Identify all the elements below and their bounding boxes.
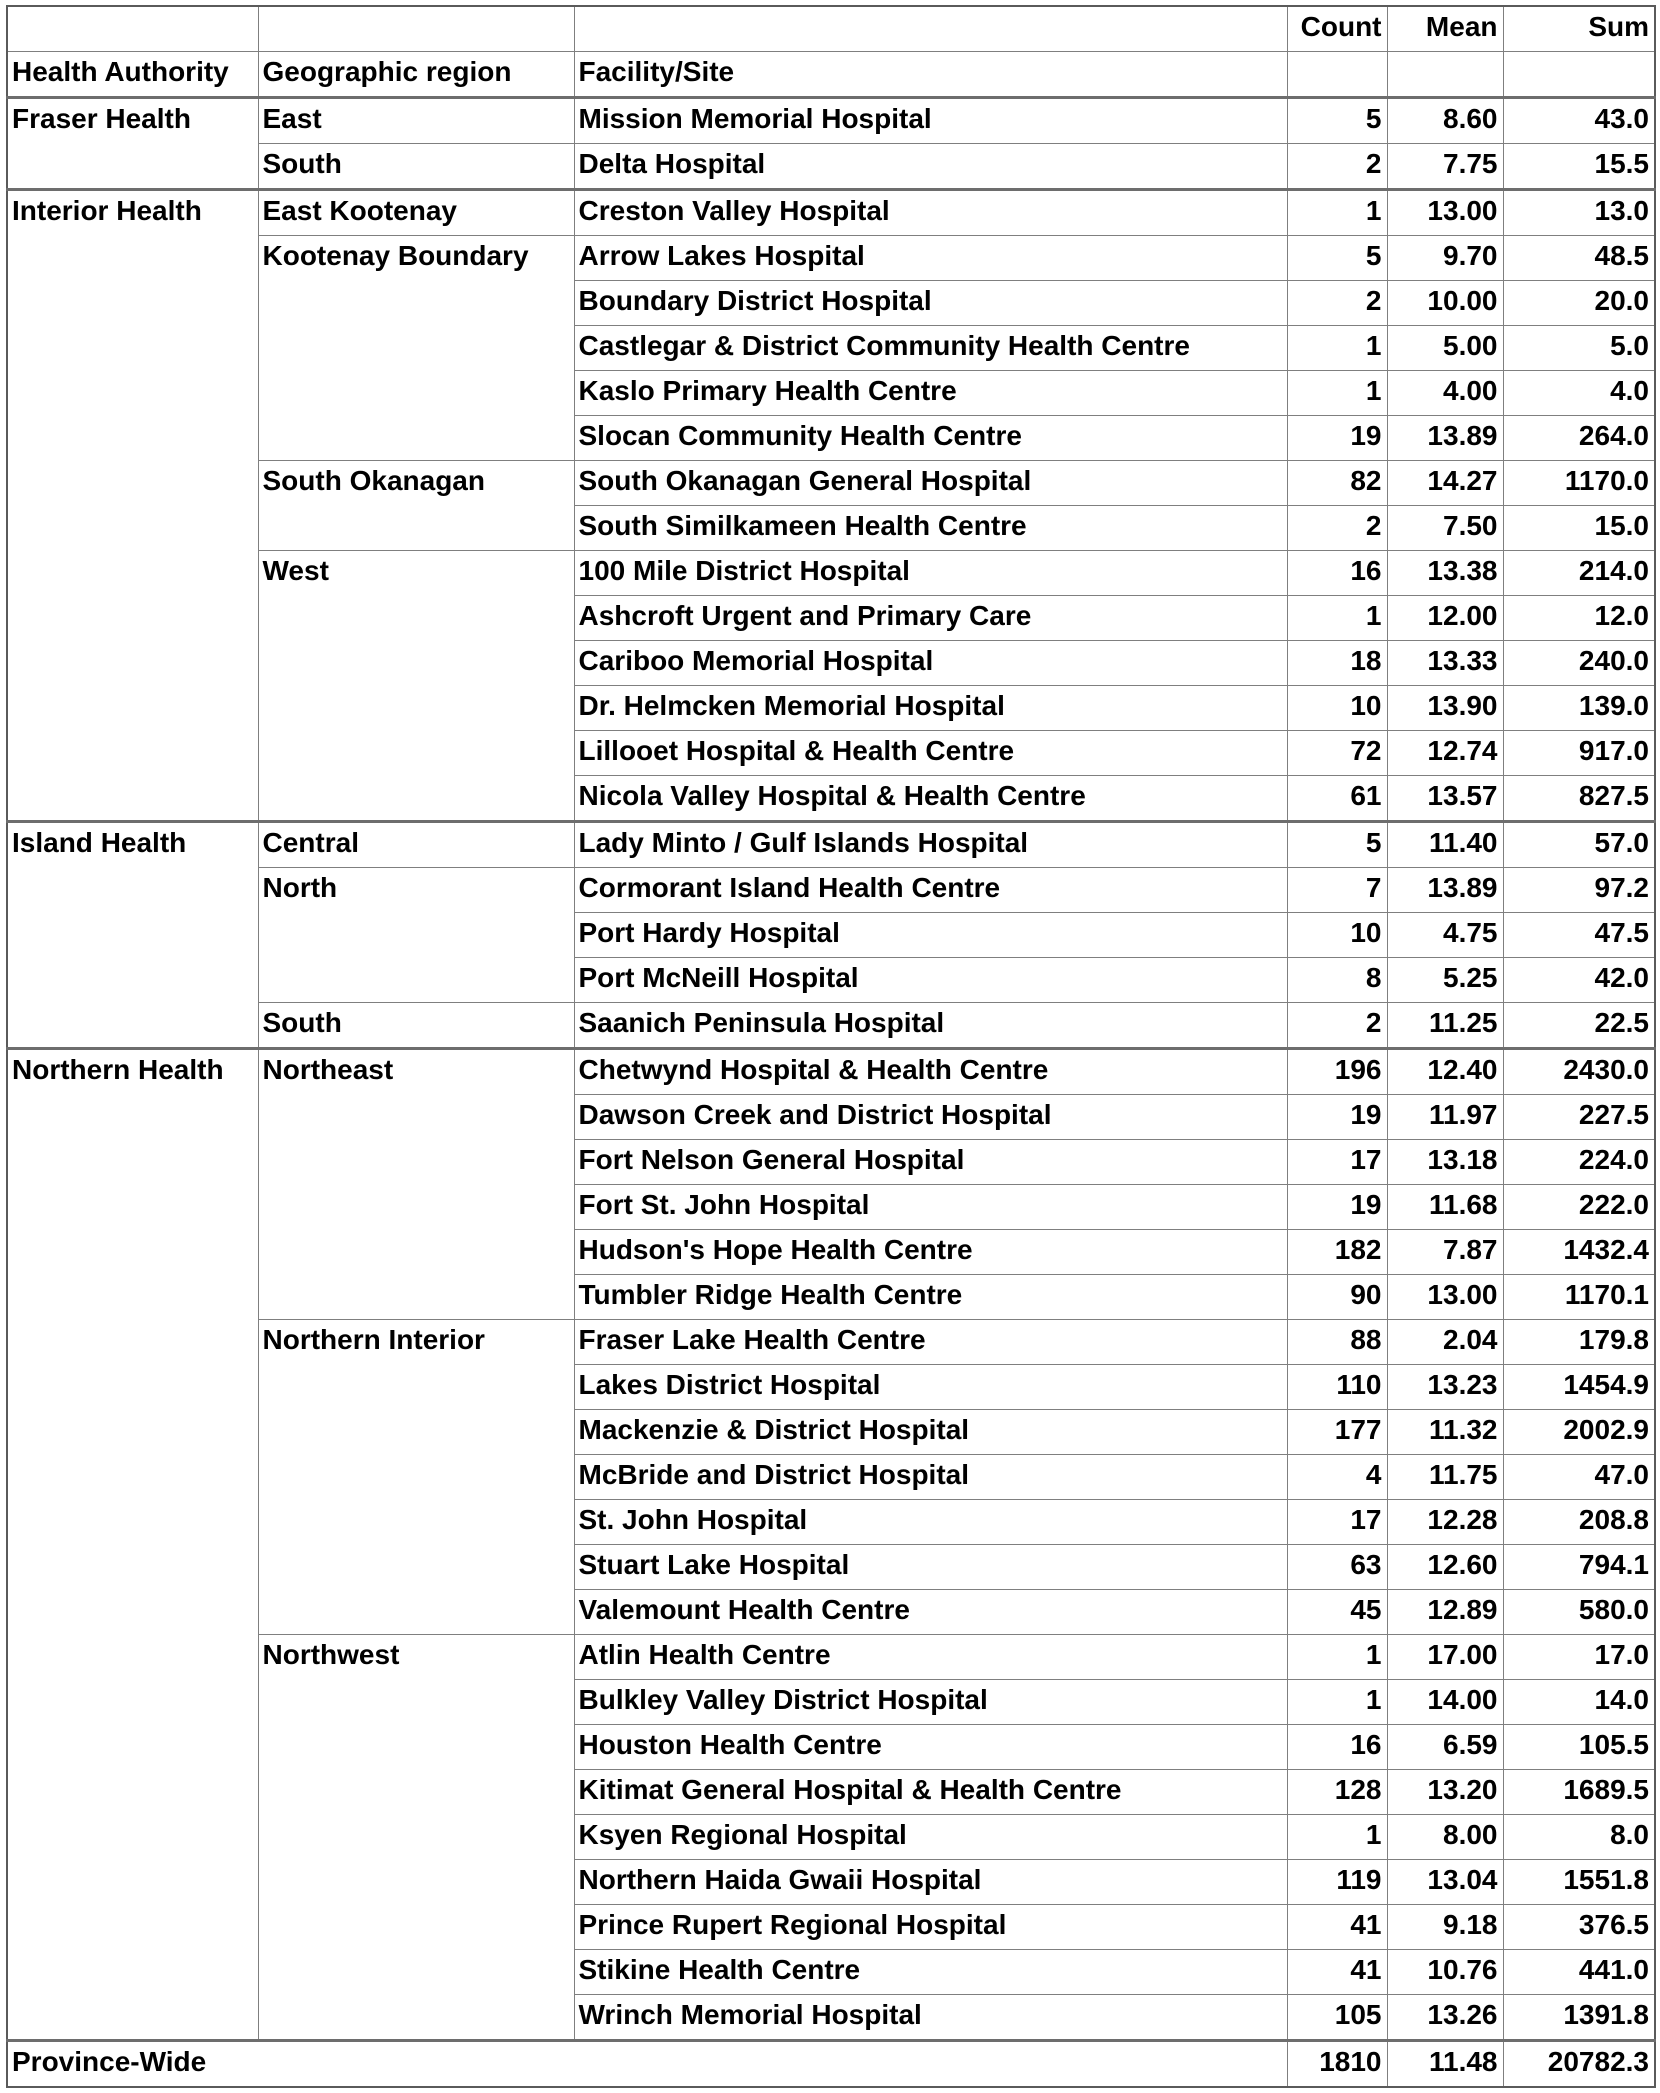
count-cell: 2	[1287, 1003, 1387, 1049]
facility-cell: Lillooet Hospital & Health Centre	[574, 731, 1287, 776]
facility-cell: Stuart Lake Hospital	[574, 1545, 1287, 1590]
facility-cell: 100 Mile District Hospital	[574, 551, 1287, 596]
region-cell: West	[258, 551, 574, 822]
mean-cell: 11.40	[1387, 822, 1503, 868]
mean-cell: 12.00	[1387, 596, 1503, 641]
sum-cell: 1170.0	[1503, 461, 1655, 506]
mean-cell: 9.70	[1387, 236, 1503, 281]
count-cell: 10	[1287, 686, 1387, 731]
header-row-metrics	[7, 6, 1655, 52]
facility-cell: Mackenzie & District Hospital	[574, 1410, 1287, 1455]
sum-cell: 1391.8	[1503, 1995, 1655, 2041]
region-cell: East	[258, 98, 574, 144]
facility-cell: Mission Memorial Hospital	[574, 98, 1287, 144]
facility-cell: Port McNeill Hospital	[574, 958, 1287, 1003]
facility-cell: South Similkameen Health Centre	[574, 506, 1287, 551]
facility-cell: McBride and District Hospital	[574, 1455, 1287, 1500]
mean-cell: 2.04	[1387, 1320, 1503, 1365]
count-cell: 41	[1287, 1950, 1387, 1995]
sum-cell: 240.0	[1503, 641, 1655, 686]
sum-cell: 13.0	[1503, 190, 1655, 236]
facility-cell: Prince Rupert Regional Hospital	[574, 1905, 1287, 1950]
header-spacer-mean	[1387, 52, 1503, 98]
sum-cell: 1170.1	[1503, 1275, 1655, 1320]
mean-cell: 4.00	[1387, 371, 1503, 416]
table-row	[7, 822, 1655, 868]
table-row	[7, 190, 1655, 236]
mean-cell: 11.25	[1387, 1003, 1503, 1049]
sum-cell: 227.5	[1503, 1095, 1655, 1140]
mean-cell: 12.89	[1387, 1590, 1503, 1635]
mean-cell: 10.00	[1387, 281, 1503, 326]
facility-cell: Creston Valley Hospital	[574, 190, 1287, 236]
count-cell: 128	[1287, 1770, 1387, 1815]
sum-cell: 794.1	[1503, 1545, 1655, 1590]
count-cell: 8	[1287, 958, 1387, 1003]
sum-cell: 2430.0	[1503, 1049, 1655, 1095]
mean-cell: 11.68	[1387, 1185, 1503, 1230]
mean-cell: 13.00	[1387, 1275, 1503, 1320]
sum-cell: 917.0	[1503, 731, 1655, 776]
sum-cell: 57.0	[1503, 822, 1655, 868]
mean-cell: 13.90	[1387, 686, 1503, 731]
header-row-dimensions	[7, 52, 1655, 98]
sum-cell: 12.0	[1503, 596, 1655, 641]
count-cell: 1	[1287, 1680, 1387, 1725]
facility-cell: Wrinch Memorial Hospital	[574, 1995, 1287, 2041]
count-cell: 2	[1287, 281, 1387, 326]
mean-cell: 12.40	[1387, 1049, 1503, 1095]
sum-cell: 139.0	[1503, 686, 1655, 731]
mean-cell: 10.76	[1387, 1950, 1503, 1995]
sum-cell: 42.0	[1503, 958, 1655, 1003]
total-mean-cell: 11.48	[1387, 2041, 1503, 2088]
mean-cell: 12.74	[1387, 731, 1503, 776]
header-spacer-sum	[1503, 52, 1655, 98]
count-cell: 177	[1287, 1410, 1387, 1455]
header-spacer-region	[258, 6, 574, 52]
count-cell: 17	[1287, 1500, 1387, 1545]
sum-cell: 222.0	[1503, 1185, 1655, 1230]
region-cell: Northeast	[258, 1049, 574, 1320]
facility-cell: Delta Hospital	[574, 144, 1287, 190]
count-cell: 5	[1287, 98, 1387, 144]
count-cell: 5	[1287, 236, 1387, 281]
count-cell: 82	[1287, 461, 1387, 506]
mean-cell: 7.75	[1387, 144, 1503, 190]
province-wide-label: Province-Wide	[7, 2041, 1287, 2088]
facility-cell: Nicola Valley Hospital & Health Centre	[574, 776, 1287, 822]
sum-cell: 5.0	[1503, 326, 1655, 371]
count-cell: 17	[1287, 1140, 1387, 1185]
count-cell: 4	[1287, 1455, 1387, 1500]
mean-cell: 5.00	[1387, 326, 1503, 371]
count-cell: 19	[1287, 1185, 1387, 1230]
col-header-mean: Mean	[1387, 6, 1503, 52]
sum-cell: 580.0	[1503, 1590, 1655, 1635]
count-cell: 1	[1287, 371, 1387, 416]
count-cell: 19	[1287, 1095, 1387, 1140]
sum-cell: 43.0	[1503, 98, 1655, 144]
mean-cell: 6.59	[1387, 1725, 1503, 1770]
region-cell: Northwest	[258, 1635, 574, 2041]
sum-cell: 105.5	[1503, 1725, 1655, 1770]
count-cell: 1	[1287, 1635, 1387, 1680]
facility-cell: Fort St. John Hospital	[574, 1185, 1287, 1230]
mean-cell: 9.18	[1387, 1905, 1503, 1950]
table-header	[7, 6, 1655, 98]
mean-cell: 11.97	[1387, 1095, 1503, 1140]
authority-cell: Northern Health	[7, 1049, 258, 2041]
count-cell: 18	[1287, 641, 1387, 686]
col-header-authority: Health Authority	[7, 52, 258, 98]
sum-cell: 47.0	[1503, 1455, 1655, 1500]
facility-cell: Hudson's Hope Health Centre	[574, 1230, 1287, 1275]
facility-cell: Atlin Health Centre	[574, 1635, 1287, 1680]
mean-cell: 8.00	[1387, 1815, 1503, 1860]
region-cell: Central	[258, 822, 574, 868]
total-sum-cell: 20782.3	[1503, 2041, 1655, 2088]
count-cell: 2	[1287, 144, 1387, 190]
mean-cell: 13.23	[1387, 1365, 1503, 1410]
table-footer	[7, 2041, 1655, 2088]
count-cell: 1	[1287, 1815, 1387, 1860]
sum-cell: 2002.9	[1503, 1410, 1655, 1455]
facility-cell: Cormorant Island Health Centre	[574, 868, 1287, 913]
region-cell: South	[258, 144, 574, 190]
mean-cell: 13.26	[1387, 1995, 1503, 2041]
facility-cell: Castlegar & District Community Health Centre	[574, 326, 1287, 371]
sum-cell: 97.2	[1503, 868, 1655, 913]
count-cell: 19	[1287, 416, 1387, 461]
mean-cell: 14.27	[1387, 461, 1503, 506]
count-cell: 63	[1287, 1545, 1387, 1590]
mean-cell: 13.89	[1387, 416, 1503, 461]
header-spacer-authority	[7, 6, 258, 52]
count-cell: 88	[1287, 1320, 1387, 1365]
authority-cell: Interior Health	[7, 190, 258, 822]
summary-table	[6, 5, 1656, 2088]
sum-cell: 208.8	[1503, 1500, 1655, 1545]
sum-cell: 17.0	[1503, 1635, 1655, 1680]
region-cell: South	[258, 1003, 574, 1049]
count-cell: 196	[1287, 1049, 1387, 1095]
facility-cell: Slocan Community Health Centre	[574, 416, 1287, 461]
count-cell: 61	[1287, 776, 1387, 822]
sum-cell: 264.0	[1503, 416, 1655, 461]
count-cell: 16	[1287, 551, 1387, 596]
count-cell: 1	[1287, 190, 1387, 236]
col-header-region: Geographic region	[258, 52, 574, 98]
count-cell: 45	[1287, 1590, 1387, 1635]
mean-cell: 13.89	[1387, 868, 1503, 913]
sum-cell: 15.0	[1503, 506, 1655, 551]
facility-cell: Bulkley Valley District Hospital	[574, 1680, 1287, 1725]
region-cell: North	[258, 868, 574, 1003]
mean-cell: 5.25	[1387, 958, 1503, 1003]
facility-cell: Northern Haida Gwaii Hospital	[574, 1860, 1287, 1905]
facility-cell: Kitimat General Hospital & Health Centre	[574, 1770, 1287, 1815]
mean-cell: 13.38	[1387, 551, 1503, 596]
facility-cell: Cariboo Memorial Hospital	[574, 641, 1287, 686]
sum-cell: 48.5	[1503, 236, 1655, 281]
mean-cell: 13.04	[1387, 1860, 1503, 1905]
count-cell: 110	[1287, 1365, 1387, 1410]
count-cell: 1	[1287, 596, 1387, 641]
facility-cell: Fraser Lake Health Centre	[574, 1320, 1287, 1365]
count-cell: 182	[1287, 1230, 1387, 1275]
mean-cell: 11.32	[1387, 1410, 1503, 1455]
count-cell: 90	[1287, 1275, 1387, 1320]
sum-cell: 224.0	[1503, 1140, 1655, 1185]
count-cell: 41	[1287, 1905, 1387, 1950]
facility-cell: Lakes District Hospital	[574, 1365, 1287, 1410]
count-cell: 2	[1287, 506, 1387, 551]
table-body	[7, 98, 1655, 2041]
facility-cell: Kaslo Primary Health Centre	[574, 371, 1287, 416]
facility-cell: Tumbler Ridge Health Centre	[574, 1275, 1287, 1320]
mean-cell: 12.60	[1387, 1545, 1503, 1590]
sum-cell: 15.5	[1503, 144, 1655, 190]
sum-cell: 20.0	[1503, 281, 1655, 326]
mean-cell: 14.00	[1387, 1680, 1503, 1725]
mean-cell: 13.33	[1387, 641, 1503, 686]
region-cell: Kootenay Boundary	[258, 236, 574, 461]
facility-cell: Stikine Health Centre	[574, 1950, 1287, 1995]
sum-cell: 8.0	[1503, 1815, 1655, 1860]
col-header-count: Count	[1287, 6, 1387, 52]
mean-cell: 17.00	[1387, 1635, 1503, 1680]
mean-cell: 12.28	[1387, 1500, 1503, 1545]
sum-cell: 1432.4	[1503, 1230, 1655, 1275]
col-header-facility: Facility/Site	[574, 52, 1287, 98]
sum-cell: 1689.5	[1503, 1770, 1655, 1815]
facility-cell: Port Hardy Hospital	[574, 913, 1287, 958]
header-spacer-count	[1287, 52, 1387, 98]
facility-cell: Chetwynd Hospital & Health Centre	[574, 1049, 1287, 1095]
mean-cell: 13.20	[1387, 1770, 1503, 1815]
sum-cell: 827.5	[1503, 776, 1655, 822]
total-count-cell: 1810	[1287, 2041, 1387, 2088]
footer-row	[7, 2041, 1655, 2088]
sum-cell: 376.5	[1503, 1905, 1655, 1950]
col-header-sum: Sum	[1503, 6, 1655, 52]
sum-cell: 14.0	[1503, 1680, 1655, 1725]
mean-cell: 13.18	[1387, 1140, 1503, 1185]
facility-cell: Ksyen Regional Hospital	[574, 1815, 1287, 1860]
count-cell: 10	[1287, 913, 1387, 958]
facility-cell: Arrow Lakes Hospital	[574, 236, 1287, 281]
sum-cell: 1551.8	[1503, 1860, 1655, 1905]
count-cell: 16	[1287, 1725, 1387, 1770]
mean-cell: 7.87	[1387, 1230, 1503, 1275]
count-cell: 5	[1287, 822, 1387, 868]
mean-cell: 8.60	[1387, 98, 1503, 144]
authority-cell: Fraser Health	[7, 98, 258, 190]
table-row	[7, 98, 1655, 144]
mean-cell: 13.00	[1387, 190, 1503, 236]
count-cell: 1	[1287, 326, 1387, 371]
sum-cell: 47.5	[1503, 913, 1655, 958]
facility-cell: Dawson Creek and District Hospital	[574, 1095, 1287, 1140]
count-cell: 7	[1287, 868, 1387, 913]
mean-cell: 7.50	[1387, 506, 1503, 551]
mean-cell: 4.75	[1387, 913, 1503, 958]
facility-cell: Saanich Peninsula Hospital	[574, 1003, 1287, 1049]
facility-cell: Ashcroft Urgent and Primary Care	[574, 596, 1287, 641]
facility-cell: South Okanagan General Hospital	[574, 461, 1287, 506]
sum-cell: 179.8	[1503, 1320, 1655, 1365]
count-cell: 105	[1287, 1995, 1387, 2041]
sum-cell: 22.5	[1503, 1003, 1655, 1049]
authority-cell: Island Health	[7, 822, 258, 1049]
facility-cell: Dr. Helmcken Memorial Hospital	[574, 686, 1287, 731]
facility-cell: Houston Health Centre	[574, 1725, 1287, 1770]
facility-cell: Boundary District Hospital	[574, 281, 1287, 326]
table-row	[7, 1049, 1655, 1095]
mean-cell: 13.57	[1387, 776, 1503, 822]
mean-cell: 11.75	[1387, 1455, 1503, 1500]
sum-cell: 4.0	[1503, 371, 1655, 416]
facility-cell: Lady Minto / Gulf Islands Hospital	[574, 822, 1287, 868]
count-cell: 119	[1287, 1860, 1387, 1905]
facility-cell: Fort Nelson General Hospital	[574, 1140, 1287, 1185]
region-cell: Northern Interior	[258, 1320, 574, 1635]
sum-cell: 1454.9	[1503, 1365, 1655, 1410]
sum-cell: 441.0	[1503, 1950, 1655, 1995]
header-spacer-facility	[574, 6, 1287, 52]
region-cell: South Okanagan	[258, 461, 574, 551]
count-cell: 72	[1287, 731, 1387, 776]
sum-cell: 214.0	[1503, 551, 1655, 596]
facility-cell: Valemount Health Centre	[574, 1590, 1287, 1635]
region-cell: East Kootenay	[258, 190, 574, 236]
facility-cell: St. John Hospital	[574, 1500, 1287, 1545]
